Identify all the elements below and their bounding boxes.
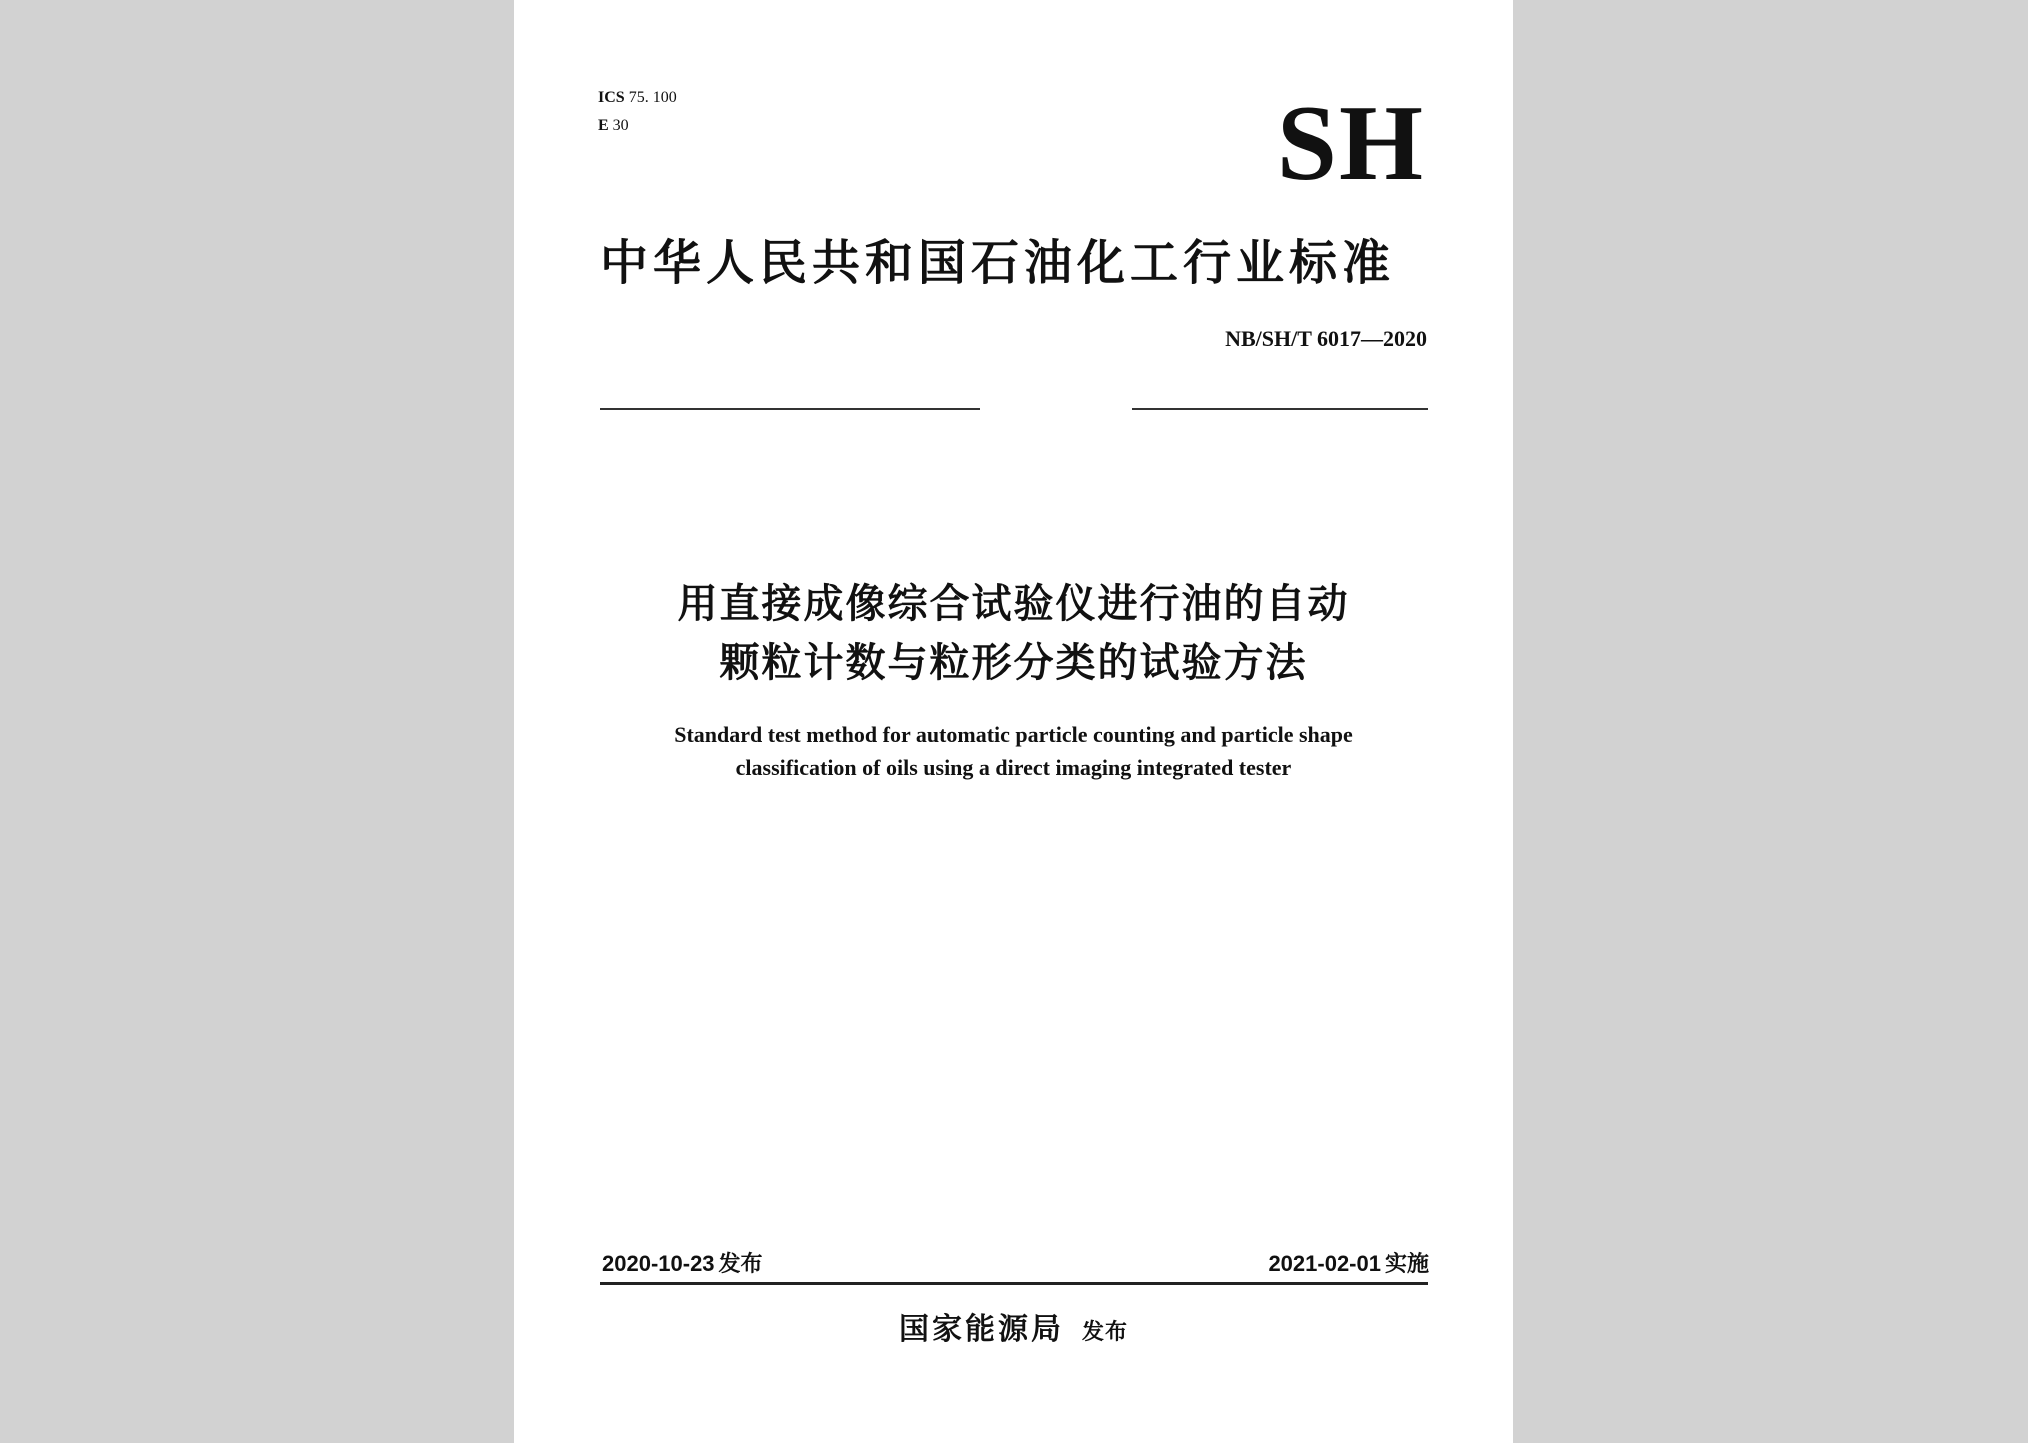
title-en-line2: classification of oils using a direct imaging integrated tester [735,755,1292,780]
publish-date [602,1250,763,1278]
issuer-suffix: 发布 [1081,1319,1128,1344]
standard-number: NB/SH/T 6017—2020 [1225,326,1427,351]
effective-suffix: 实施 [1384,1251,1429,1276]
bottom-divider [600,1282,1428,1285]
divider-left [600,408,980,410]
ministry-title: 中华人民共和国石油化工行业标准 [600,237,1396,290]
title-cn-line2: 颗粒计数与粒形分类的试验方法 [719,641,1308,685]
issuer-name: 国家能源局 [898,1313,1064,1346]
effective-date [1268,1250,1429,1278]
title-en-line1: Standard test method for automatic particle counting and particle shape [674,722,1353,747]
classification-code: E 30 [598,117,629,134]
ics-code: ICS 75. 100 [598,89,677,106]
sh-logo: SH [1276,84,1425,203]
title-cn-line1: 用直接成像综合试验仪进行油的自动 [677,582,1350,626]
issuer [514,1310,1513,1352]
effective-date-value: 2021-02-01 [1268,1251,1381,1276]
publish-date-value: 2020-10-23 [602,1251,715,1276]
document-page [514,0,1513,1443]
publish-suffix: 发布 [718,1251,763,1276]
divider-right [1132,408,1428,410]
